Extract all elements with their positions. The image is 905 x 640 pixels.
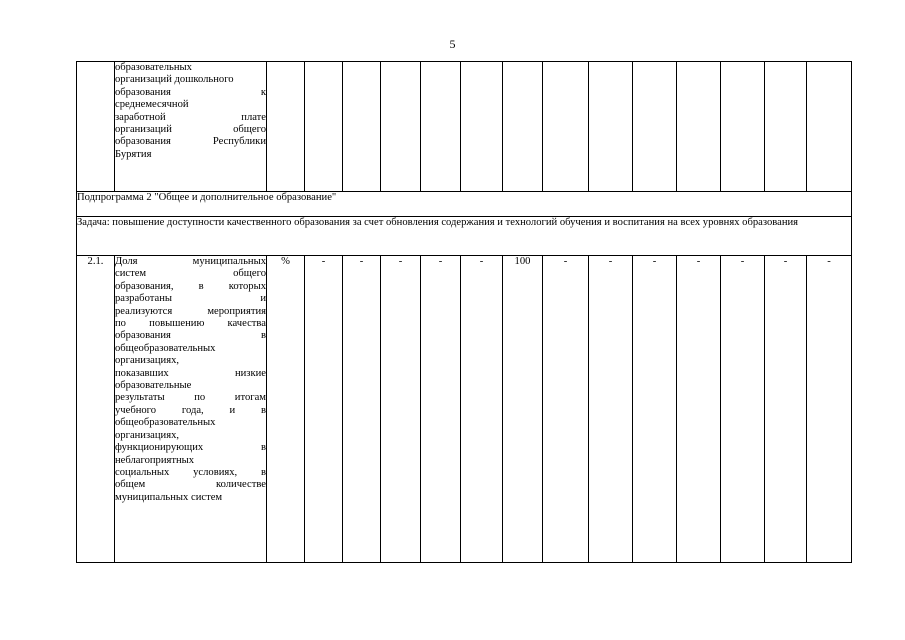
table-row — [77, 62, 852, 192]
value-cell — [343, 62, 381, 192]
description-line: неблагоприятных — [115, 454, 195, 466]
description-line: общеобразовательных — [115, 342, 216, 354]
value-cell: - — [807, 256, 852, 563]
value-cell: 100 — [503, 256, 543, 563]
description-line: образования к — [115, 86, 266, 98]
description-line: организаций дошкольного — [115, 74, 234, 86]
description-line: разработаны и — [115, 293, 266, 305]
value-cell — [543, 62, 589, 192]
table-row — [77, 217, 852, 256]
description-line: результаты по итогам — [115, 392, 266, 404]
value-cell: - — [765, 256, 807, 563]
unit-cell — [267, 62, 305, 192]
description-line: общем количестве — [115, 479, 266, 491]
value-cell — [503, 62, 543, 192]
unit-cell: % — [267, 256, 305, 563]
value-cell — [305, 62, 343, 192]
description-line: среднемесячной — [115, 99, 189, 111]
value-cell — [421, 62, 461, 192]
description-line: показавших низкие — [115, 367, 266, 379]
description-line: общеобразовательных — [115, 417, 216, 429]
description-line: учебного года, и в — [115, 404, 266, 416]
value-cell — [589, 62, 633, 192]
description-line: организациях, — [115, 355, 180, 367]
indicator-description-cell — [115, 256, 267, 563]
value-cell: - — [633, 256, 677, 563]
row-index-cell — [77, 62, 115, 192]
value-cell: - — [421, 256, 461, 563]
indicators-table — [76, 61, 852, 563]
value-cell: - — [543, 256, 589, 563]
description-line: систем общего — [115, 268, 266, 280]
description-line: функционирующих в — [115, 442, 266, 454]
value-cell — [721, 62, 765, 192]
description-line: организациях, — [115, 429, 180, 441]
value-cell — [461, 62, 503, 192]
value-cell: - — [461, 256, 503, 563]
value-cell — [677, 62, 721, 192]
description-line: по повышению качества — [115, 318, 266, 330]
subprogram-title-cell: Подпрограмма 2 "Общее и дополнительное образование" — [77, 192, 852, 217]
description-line: организаций общего — [115, 124, 266, 136]
description-line: образовательные — [115, 380, 192, 392]
table-row — [77, 256, 852, 563]
value-cell: - — [343, 256, 381, 563]
description-line: Бурятия — [115, 148, 152, 160]
row-index-cell: 2.1. — [77, 256, 115, 563]
value-cell — [765, 62, 807, 192]
page-number: 5 — [449, 37, 456, 51]
value-cell — [381, 62, 421, 192]
task-description-cell: Задача: повышение доступности качественного образования за счет обновления содержания и технологий обучения и воспитания на всех уровнях образования — [77, 217, 852, 256]
value-cell: - — [305, 256, 343, 563]
value-cell: - — [677, 256, 721, 563]
description-line: заработной плате — [115, 111, 266, 123]
description-line: образования, в которых — [115, 280, 266, 292]
value-cell: - — [721, 256, 765, 563]
indicator-description-cell — [115, 62, 267, 192]
description-line: Доля муниципальных — [115, 256, 266, 267]
value-cell: - — [381, 256, 421, 563]
description-line: образовательных — [115, 62, 192, 73]
table-row — [77, 192, 852, 217]
description-line: реализуются мероприятия — [115, 305, 266, 317]
value-cell — [633, 62, 677, 192]
description-line: образования в — [115, 330, 266, 342]
value-cell: - — [589, 256, 633, 563]
value-cell — [807, 62, 852, 192]
description-line: образования Республики — [115, 136, 266, 148]
description-line: социальных условиях, в — [115, 466, 266, 478]
description-line: муниципальных систем — [115, 491, 223, 503]
